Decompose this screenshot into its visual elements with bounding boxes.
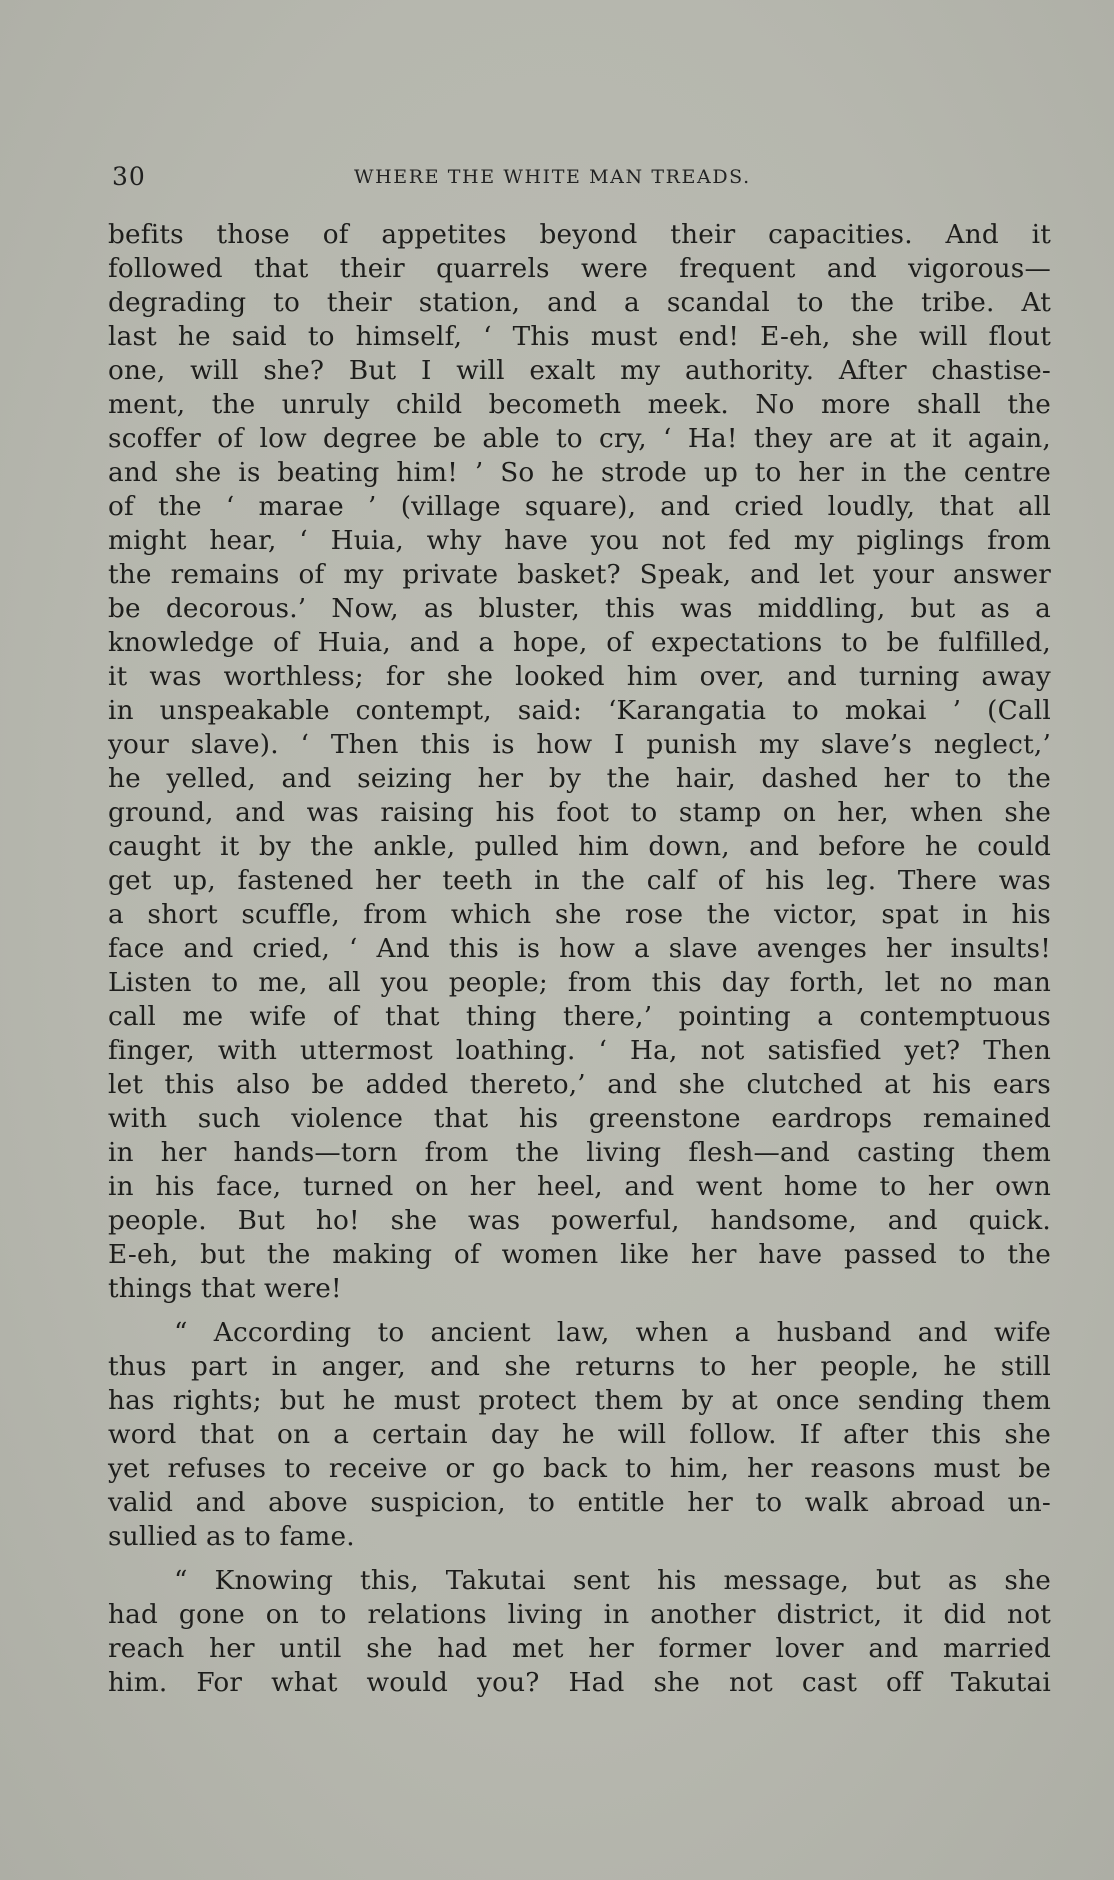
- text-line: E-eh, but the making of women like her have passed to the: [108, 1240, 1051, 1270]
- text-line: things that were!: [108, 1274, 342, 1304]
- text-line: of the ‘ marae ’ (village square), and cried loudly, that all: [108, 492, 1051, 522]
- text-line: word that on a certain day he will follow. If after this she: [108, 1420, 1051, 1450]
- text-line: finger, with uttermost loathing. ‘ Ha, not satisfied yet? Then: [108, 1036, 1051, 1066]
- text-line: people. But ho! she was powerful, handsome, and quick.: [108, 1206, 1051, 1236]
- text-line: one, will she? But I will exalt my authority. After chastise-: [108, 356, 1051, 386]
- text-line: he yelled, and seizing her by the hair, dashed her to the: [108, 764, 1051, 794]
- text-line: face and cried, ‘ And this is how a slave avenges her insults!: [108, 934, 1051, 964]
- paragraph-2: [108, 1316, 1051, 1554]
- text-line: call me wife of that thing there,’ pointing a contemptuous: [108, 1002, 1051, 1032]
- text-line: him. For what would you? Had she not cast off Takutai: [108, 1668, 1051, 1698]
- text-line: with such violence that his greenstone eardrops remained: [108, 1104, 1051, 1134]
- text-line: sullied as to fame.: [108, 1522, 355, 1552]
- text-line: caught it by the ankle, pulled him down, and before he could: [108, 832, 1051, 862]
- text-line: your slave). ‘ Then this is how I punish my slave’s neglect,’: [108, 730, 1051, 760]
- paragraph-gap: [108, 1306, 1051, 1316]
- text-line: reach her until she had met her former lover and married: [108, 1634, 1051, 1664]
- page-number: 30: [112, 162, 146, 191]
- text-line: thus part in anger, and she returns to her people, he still: [108, 1352, 1051, 1382]
- text-line: get up, fastened her teeth in the calf of his leg. There was: [108, 866, 1051, 896]
- text-line: “ Knowing this, Takutai sent his message, but as she: [174, 1566, 1051, 1596]
- text-line: valid and above suspicion, to entitle her to walk abroad un-: [108, 1488, 1051, 1518]
- text-line: might hear, ‘ Huia, why have you not fed my piglings from: [108, 526, 1051, 556]
- paragraph-3: [108, 1564, 1051, 1700]
- text-line: last he said to himself, ‘ This must end! E-eh, she will flout: [108, 322, 1051, 352]
- text-line: Listen to me, all you people; from this day forth, let no man: [108, 968, 1051, 998]
- running-head: [110, 158, 1050, 194]
- text-line: has rights; but he must protect them by at once sending them: [108, 1386, 1051, 1416]
- text-line: in her hands—torn from the living flesh—and casting them: [108, 1138, 1051, 1168]
- paragraph-gap: [108, 1554, 1051, 1564]
- body-text: [108, 218, 1051, 1700]
- text-line: ment, the unruly child becometh meek. No more shall the: [108, 390, 1051, 420]
- text-line: degrading to their station, and a scandal to the tribe. At: [108, 288, 1051, 318]
- running-title: WHERE THE WHITE MAN TREADS.: [354, 166, 751, 188]
- text-line: be decorous.’ Now, as bluster, this was middling, but as a: [108, 594, 1051, 624]
- text-line: it was worthless; for she looked him over, and turning away: [108, 662, 1051, 692]
- text-line: knowledge of Huia, and a hope, of expectations to be fulfilled,: [108, 628, 1051, 658]
- paragraph-1: [108, 218, 1051, 1306]
- text-line: in his face, turned on her heel, and went home to her own: [108, 1172, 1051, 1202]
- text-line: yet refuses to receive or go back to him, her reasons must be: [108, 1454, 1051, 1484]
- text-line: in unspeakable contempt, said: ‘Karangatia to mokai ’ (Call: [108, 696, 1051, 726]
- text-line: followed that their quarrels were frequent and vigorous—: [108, 254, 1051, 284]
- text-line: a short scuffle, from which she rose the victor, spat in his: [108, 900, 1051, 930]
- text-line: and she is beating him! ’ So he strode up to her in the centre: [108, 458, 1051, 488]
- text-line: befits those of appetites beyond their capacities. And it: [108, 220, 1051, 250]
- text-line: the remains of my private basket? Speak, and let your answer: [108, 560, 1051, 590]
- text-line: let this also be added thereto,’ and she clutched at his ears: [108, 1070, 1051, 1100]
- text-line: ground, and was raising his foot to stamp on her, when she: [108, 798, 1051, 828]
- text-line: scoffer of low degree be able to cry, ‘ Ha! they are at it again,: [108, 424, 1051, 454]
- text-line: had gone on to relations living in another district, it did not: [108, 1600, 1051, 1630]
- text-line: “ According to ancient law, when a husband and wife: [174, 1318, 1051, 1348]
